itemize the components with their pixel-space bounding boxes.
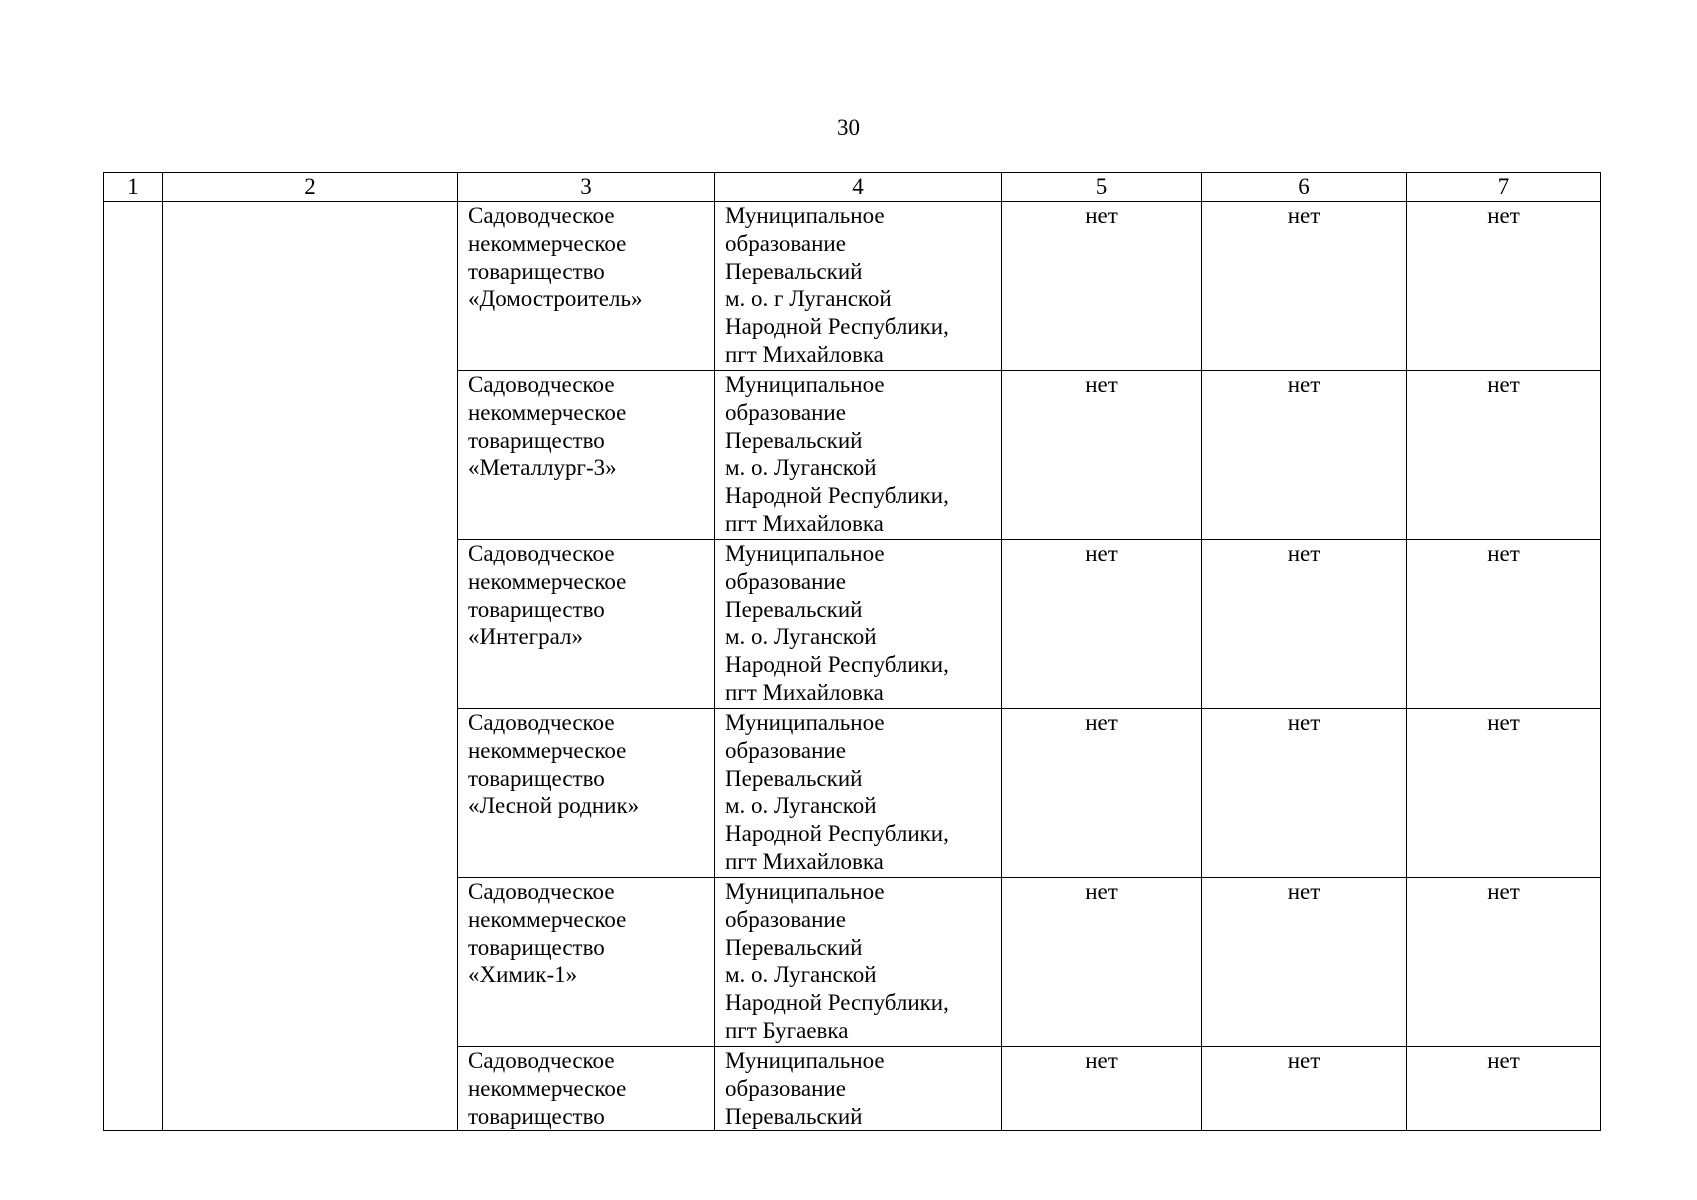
- column-header-7: 7: [1407, 173, 1601, 202]
- column-6-value: нет: [1202, 878, 1407, 1047]
- organization-name-cell: Садоводческое некоммерческое товарищество: [458, 1047, 715, 1131]
- location-cell: Муниципальное образование Перевальский м. о. г Луганской Народной Республики, пгт Михайловка: [715, 202, 1002, 371]
- organization-name-cell: Садоводческое некоммерческое товарищество «Лесной родник»: [458, 709, 715, 878]
- column-5-value: нет: [1002, 371, 1202, 540]
- column-6-value: нет: [1202, 1047, 1407, 1131]
- column-6-value: нет: [1202, 709, 1407, 878]
- location-cell: Муниципальное образование Перевальский: [715, 1047, 1002, 1131]
- column-5-value: нет: [1002, 878, 1202, 1047]
- column-7-value: нет: [1407, 202, 1601, 371]
- column-header-6: 6: [1202, 173, 1407, 202]
- organization-name-cell: Садоводческое некоммерческое товарищество «Домостроитель»: [458, 202, 715, 371]
- column-7-value: нет: [1407, 540, 1601, 709]
- column-7-value: нет: [1407, 878, 1601, 1047]
- column-5-value: нет: [1002, 709, 1202, 878]
- location-cell: Муниципальное образование Перевальский м. о. Луганской Народной Республики, пгт Михайловка: [715, 371, 1002, 540]
- column-5-value: нет: [1002, 1047, 1202, 1131]
- table-row: [104, 202, 1601, 371]
- column-6-value: нет: [1202, 371, 1407, 540]
- column-5-value: нет: [1002, 540, 1202, 709]
- organization-name-cell: Садоводческое некоммерческое товарищество «Интеграл»: [458, 540, 715, 709]
- column-header-1: 1: [104, 173, 163, 202]
- column-7-value: нет: [1407, 709, 1601, 878]
- location-cell: Муниципальное образование Перевальский м. о. Луганской Народной Республики, пгт Михайловка: [715, 709, 1002, 878]
- registry-table: [103, 172, 1601, 1131]
- column-6-value: нет: [1202, 202, 1407, 371]
- location-cell: Муниципальное образование Перевальский м. о. Луганской Народной Республики, пгт Бугаевка: [715, 878, 1002, 1047]
- column-6-value: нет: [1202, 540, 1407, 709]
- column-header-3: 3: [458, 173, 715, 202]
- table-header-row: [104, 173, 1601, 202]
- column-7-value: нет: [1407, 371, 1601, 540]
- organization-name-cell: Садоводческое некоммерческое товарищество «Химик-1»: [458, 878, 715, 1047]
- column-header-4: 4: [715, 173, 1002, 202]
- column-header-2: 2: [163, 173, 458, 202]
- column-1-cell: [104, 202, 163, 1131]
- page-number: 30: [837, 115, 860, 140]
- column-5-value: нет: [1002, 202, 1202, 371]
- organization-name-cell: Садоводческое некоммерческое товарищество «Металлург-3»: [458, 371, 715, 540]
- column-2-cell: [163, 202, 458, 1131]
- column-header-5: 5: [1002, 173, 1202, 202]
- column-7-value: нет: [1407, 1047, 1601, 1131]
- location-cell: Муниципальное образование Перевальский м. о. Луганской Народной Республики, пгт Михайловка: [715, 540, 1002, 709]
